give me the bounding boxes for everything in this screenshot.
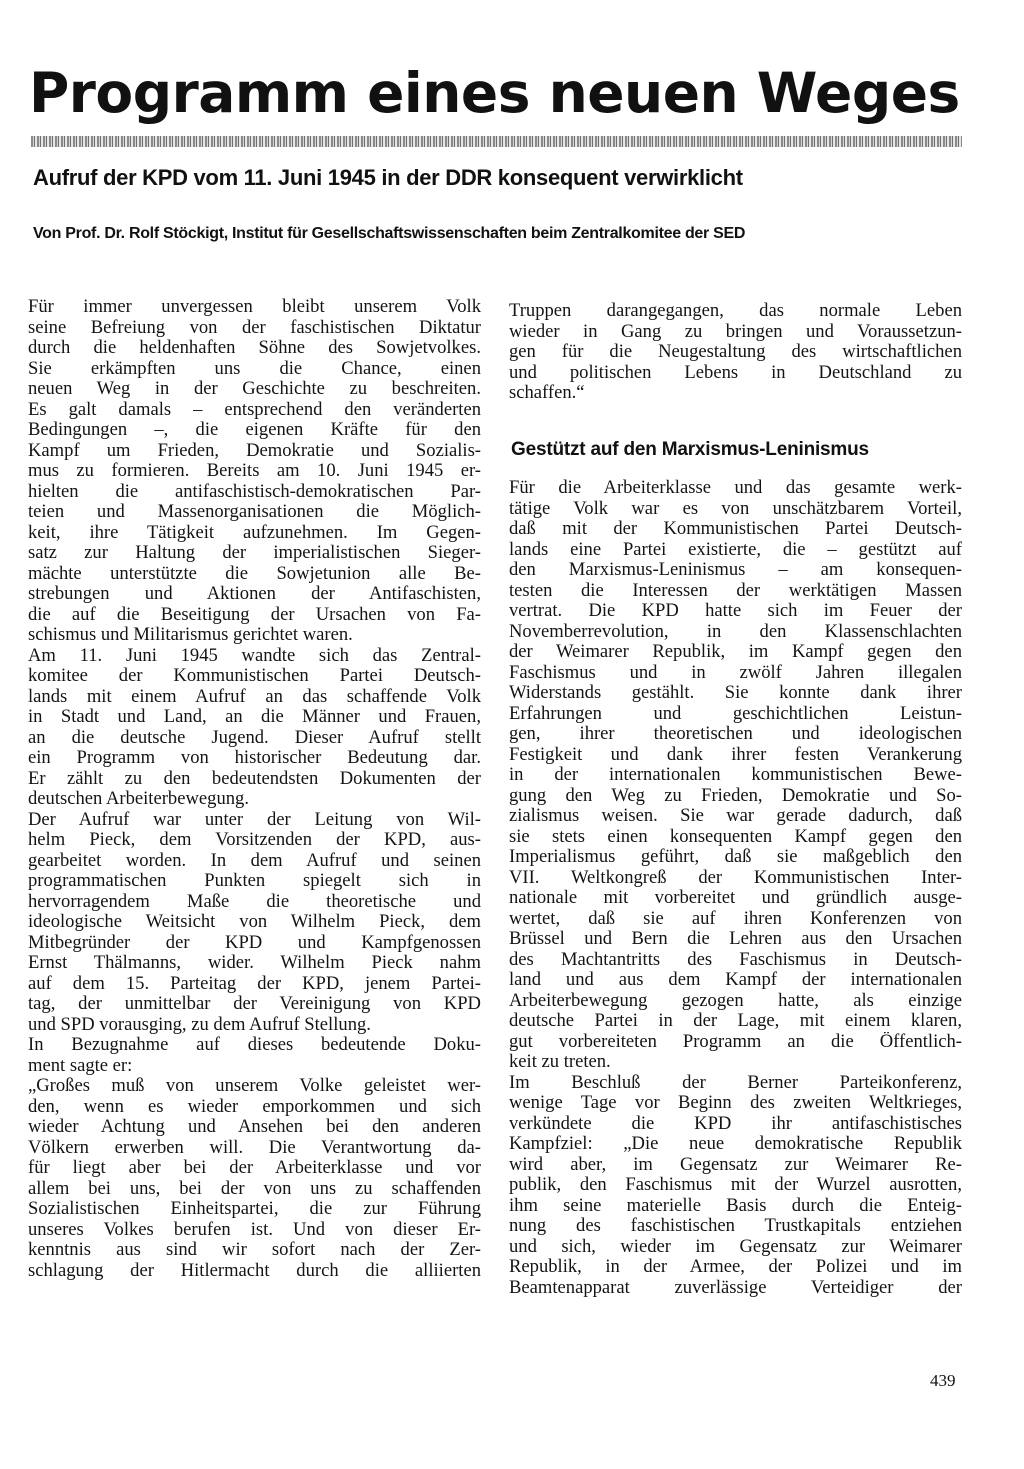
right-column xyxy=(509,478,962,1298)
text-line: VII. Weltkongreß der Kommunistischen Inter- xyxy=(509,867,962,888)
text-line: deutschen Arbeiterbewegung. xyxy=(28,789,249,809)
author-byline: Von Prof. Dr. Rolf Stöckigt, Institut für Gesellschaftswissenschaften beim Zentralkomitee der SED xyxy=(33,225,746,242)
text-line: ideologische Weitsicht von Wilhelm Pieck, dem xyxy=(28,912,481,932)
text-line: gen für die Neugestaltung des wirtschaftlichen xyxy=(509,342,962,362)
text-line: Für immer unvergessen bleibt unserem Volk xyxy=(28,297,481,317)
text-line: land und aus dem Kampf der internationalen xyxy=(509,970,962,990)
text-line: schaffen.“ xyxy=(509,383,585,403)
text-line: lands eine Partei existierte, die – gestützt auf xyxy=(509,539,962,560)
text-line: neuen Weg in der Geschichte zu beschreiten. xyxy=(28,379,481,399)
text-line: verkündete die KPD ihr antifaschistisches xyxy=(509,1113,962,1134)
text-line: Arbeiterbewegung gezogen hatte, als einzige xyxy=(509,990,962,1011)
text-line: seine Befreiung von der faschistischen Diktatur xyxy=(28,317,481,338)
text-line: publik, den Faschismus mit der Wurzel ausrotten, xyxy=(509,1175,962,1195)
text-line: tag, der unmittelbar der Vereinigung von KPD xyxy=(28,994,481,1014)
text-line: satz zur Haltung der imperialistischen Sieger- xyxy=(28,543,481,563)
left-column xyxy=(28,297,481,1281)
title-rule xyxy=(31,136,962,147)
text-line: in Stadt und Land, an die Männer und Frauen, xyxy=(28,707,481,727)
text-line: der Weimarer Republik, im Kampf gegen den xyxy=(509,642,962,662)
text-line: hervorragendem Maße die theoretische und xyxy=(28,891,481,912)
text-line: Er zählt zu den bedeutendsten Dokumenten der xyxy=(28,768,481,789)
text-line: wenige Tage vor Beginn des zweiten Weltkrieges, xyxy=(509,1093,962,1113)
text-line: schlagung der Hitlermacht durch die alliierten xyxy=(28,1260,481,1281)
text-line: „Großes muß von unserem Volke geleistet wer- xyxy=(28,1076,481,1096)
text-line: unseres Volkes berufen ist. Und von dieser Er- xyxy=(28,1219,481,1240)
text-line: des Machtantritts des Faschismus in Deutsch- xyxy=(509,949,962,970)
text-line: Kampfziel: „Die neue demokratische Republik xyxy=(509,1134,962,1154)
text-line: Brüssel und Bern die Lehren aus den Ursachen xyxy=(509,929,962,949)
text-line: Am 11. Juni 1945 wandte sich das Zentral- xyxy=(28,645,481,666)
text-line: sie stets einen konsequenten Kampf gegen den xyxy=(509,826,962,847)
text-line: In Bezugnahme auf dieses bedeutende Doku- xyxy=(28,1035,481,1055)
text-line: Sie erkämpften uns die Chance, einen xyxy=(28,358,481,379)
text-line: ment sagte er: xyxy=(28,1055,133,1076)
text-line: in der internationalen kommunistischen Bewe- xyxy=(509,765,962,785)
text-line: gung den Weg zu Frieden, Demokratie und So- xyxy=(509,785,962,806)
text-line: Sozialistischen Einheitspartei, die zur Führung xyxy=(28,1199,481,1219)
text-line: nationale mit vorbereitet und gründlich ausge- xyxy=(509,888,962,908)
text-line: und sich, wieder im Gegensatz zur Weimarer xyxy=(509,1236,962,1257)
text-line: Beamtenapparat zuverlässige Verteidiger der xyxy=(509,1277,962,1298)
article-subtitle: Aufruf der KPD vom 11. Juni 1945 in der DDR konsequent verwirklicht xyxy=(33,165,743,190)
text-line: wird aber, im Gegensatz zur Weimarer Re- xyxy=(509,1154,962,1175)
text-line: zialismus weisen. Sie war gerade dadurch, daß xyxy=(509,806,962,826)
text-line: Widerstands gestählt. Sie konnte dank ihrer xyxy=(509,683,962,703)
text-line: gearbeitet worden. In dem Aufruf und seinen xyxy=(28,850,481,871)
text-line: auf dem 15. Parteitag der KPD, jenem Partei- xyxy=(28,973,481,994)
text-line: wertet, daß sie auf ihren Konferenzen von xyxy=(509,908,962,929)
text-line: an die deutsche Jugend. Dieser Aufruf stellt xyxy=(28,727,481,748)
text-line: daß mit der Kommunistischen Partei Deutsch- xyxy=(509,519,962,539)
text-line: Faschismus und in zwölf Jahren illegalen xyxy=(509,662,962,683)
text-line: testen die Interessen der werktätigen Massen xyxy=(509,580,962,601)
text-line: wieder Achtung und Ansehen bei den anderen xyxy=(28,1117,481,1137)
text-line: gut vorbereiteten Programm an die Öffentlich- xyxy=(509,1031,962,1052)
text-line: lands mit einem Aufruf an das schaffende Volk xyxy=(28,686,481,707)
article-title: Programm eines neuen Weges xyxy=(29,61,960,125)
text-line: Republik, in der Armee, der Polizei und im xyxy=(509,1257,962,1277)
section-heading: Gestützt auf den Marxismus-Leninismus xyxy=(511,439,869,460)
text-line: ihm seine materielle Basis durch die Enteig- xyxy=(509,1195,962,1216)
text-line: den, wenn es wieder emporkommen und sich xyxy=(28,1096,481,1117)
text-line: schismus und Militarismus gerichtet waren. xyxy=(28,625,353,645)
text-line: teien und Massenorganisationen die Möglich- xyxy=(28,502,481,522)
text-line: für liegt aber bei der Arbeiterklasse und vor xyxy=(28,1158,481,1178)
text-line: Der Aufruf war unter der Leitung von Wil- xyxy=(28,809,481,830)
text-line: Kampf um Frieden, Demokratie und Sozialis- xyxy=(28,440,481,461)
text-line: programmatischen Punkten spiegelt sich in xyxy=(28,871,481,891)
text-line: helm Pieck, dem Vorsitzenden der KPD, aus- xyxy=(28,830,481,850)
text-line: die auf die Beseitigung der Ursachen von Fa- xyxy=(28,604,481,625)
text-line: und politischen Lebens in Deutschland zu xyxy=(509,362,962,383)
text-line: wieder in Gang zu bringen und Voraussetzun- xyxy=(509,321,962,342)
text-line: mächte unterstützte die Sowjetunion alle Be- xyxy=(28,563,481,584)
text-line: keit zu treten. xyxy=(509,1052,611,1072)
text-line: Erfahrungen und geschichtlichen Leistun- xyxy=(509,703,962,724)
text-line: Imperialismus geführt, daß sie maßgeblich den xyxy=(509,847,962,867)
text-line: Ernst Thälmanns, wider. Wilhelm Pieck nahm xyxy=(28,953,481,973)
text-line: kenntnis aus sind wir sofort nach der Zer- xyxy=(28,1240,481,1260)
text-line: durch die heldenhaften Söhne des Sowjetvolkes. xyxy=(28,338,481,358)
text-line: deutsche Partei in der Lage, mit einem klaren, xyxy=(509,1011,962,1031)
text-line: nung des faschistischen Trustkapitals entziehen xyxy=(509,1216,962,1236)
text-line: hielten die antifaschistisch-demokratischen Par- xyxy=(28,481,481,502)
text-line: komitee der Kommunistischen Partei Deutsch- xyxy=(28,666,481,686)
text-line: keit, ihre Tätigkeit aufzunehmen. Im Gegen- xyxy=(28,522,481,543)
text-line: Für die Arbeiterklasse und das gesamte werk- xyxy=(509,478,962,498)
text-line: Festigkeit und dank ihrer festen Verankerung xyxy=(509,744,962,765)
text-line: vertrat. Die KPD hatte sich im Feuer der xyxy=(509,601,962,621)
text-line: und SPD vorausging, zu dem Aufruf Stellung. xyxy=(28,1014,371,1035)
text-line: allem bei uns, bei der von uns zu schaffenden xyxy=(28,1178,481,1199)
text-line: Mitbegründer der KPD und Kampfgenossen xyxy=(28,932,481,953)
text-line: Bedingungen –, die eigenen Kräfte für den xyxy=(28,420,481,440)
text-line: Novemberrevolution, in den Klassenschlachten xyxy=(509,621,962,642)
text-line: Es galt damals – entsprechend den veränderten xyxy=(28,399,481,420)
text-line: Truppen darangegangen, das normale Leben xyxy=(509,301,962,321)
text-line: strebungen und Aktionen der Antifaschisten, xyxy=(28,584,481,604)
text-line: ein Programm von historischer Bedeutung dar. xyxy=(28,748,481,768)
text-line: Völkern erwerben will. Die Verantwortung da- xyxy=(28,1137,481,1158)
text-line: mus zu formieren. Bereits am 10. Juni 1945 er- xyxy=(28,461,481,481)
right-column-top xyxy=(509,301,962,404)
text-line: Im Beschluß der Berner Parteikonferenz, xyxy=(509,1072,962,1093)
text-line: gen, ihrer theoretischen und ideologischen xyxy=(509,724,962,744)
page-number: 439 xyxy=(930,1371,956,1390)
text-line: tätige Volk war es von unschätzbarem Vorteil, xyxy=(509,498,962,519)
text-line: den Marxismus-Leninismus – am konsequen- xyxy=(509,560,962,580)
